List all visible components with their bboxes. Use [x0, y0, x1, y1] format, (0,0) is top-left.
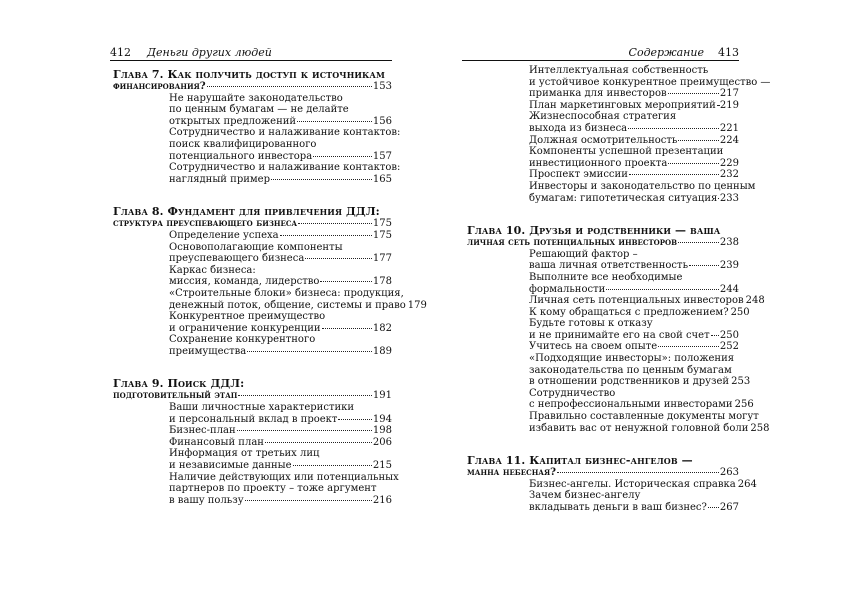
- entry-page-number: 233: [719, 192, 739, 204]
- toc-line: [529, 399, 754, 411]
- entry-text-line: Интеллектуальная собственность: [529, 65, 709, 76]
- entry-page-number: 156: [372, 115, 392, 127]
- dot-leader: [245, 500, 372, 501]
- toc-line: [169, 346, 392, 358]
- dot-leader: [557, 472, 719, 473]
- dot-leader: [668, 93, 719, 94]
- toc-chapter: [113, 205, 427, 357]
- entry-text: и ограничение конкуренции: [169, 322, 321, 334]
- toc-line: [113, 81, 392, 93]
- toc-line: [467, 237, 739, 249]
- entry-text: Проспект эмиссии: [529, 169, 628, 181]
- dot-leader: [207, 86, 372, 87]
- entry-page-number: 153: [372, 81, 392, 92]
- toc-entry: [113, 230, 392, 242]
- toc-line: [169, 276, 392, 288]
- toc-entry: [113, 334, 392, 357]
- entry-text: вкладывать деньги в ваш бизнес?: [529, 502, 707, 513]
- entry-page-number: 198: [372, 425, 392, 437]
- entry-text-line: Сохранение конкурентного: [169, 334, 316, 346]
- toc-entry: [467, 353, 751, 388]
- toc-line: [529, 193, 739, 205]
- toc-line: [169, 425, 392, 437]
- entry-page-number: 252: [719, 341, 739, 353]
- toc-line: [169, 151, 392, 163]
- toc-line: [529, 158, 739, 170]
- entry-text: Личная сеть потенциальных инвесторов: [529, 295, 744, 307]
- entry-page-number: 179: [407, 299, 427, 311]
- entry-text: План маркетинговых мероприятий: [529, 99, 716, 111]
- entry-text: в вашу пользу: [169, 494, 244, 506]
- left-page-number: 412: [110, 46, 131, 59]
- entry-text: формальности: [529, 283, 606, 295]
- toc-entry: [467, 387, 754, 411]
- entry-text: с непрофессиональными инвесторами: [529, 399, 733, 411]
- entry-page-number: 232: [719, 169, 739, 181]
- entry-text-line: «Строительные блоки» бизнеса: продукция,: [169, 287, 404, 299]
- entry-text-line: Наличие действующих или потенциальных: [169, 471, 399, 483]
- entry-text: инвестиционного проекта: [529, 157, 668, 169]
- toc-entry: [467, 272, 739, 295]
- toc-entry: [467, 65, 771, 100]
- entry-text: структура преуспевающего бизнеса: [113, 218, 298, 230]
- toc-chapter-continued: [467, 65, 771, 204]
- entry-text-line: Конкурентное преимущество: [169, 311, 326, 323]
- entry-text: потенциального инвестора: [169, 150, 313, 162]
- dot-leader: [271, 179, 372, 180]
- chapter-title: Глава 9. Поиск ДДЛ:: [113, 377, 245, 391]
- entry-page-number: 219: [719, 99, 739, 111]
- dot-leader: [320, 281, 372, 282]
- entry-text-line: «Подходящие инвесторы»: положения: [529, 353, 735, 365]
- entry-text-line: Компоненты успешной презентации: [529, 146, 724, 158]
- toc-line: [529, 502, 739, 514]
- entry-page-number: 224: [719, 134, 739, 146]
- entry-text-line: Решающий фактор –: [529, 248, 638, 260]
- dot-leader: [322, 328, 372, 329]
- toc-entry: [467, 306, 750, 319]
- dot-leader: [297, 121, 372, 122]
- entry-text: и персональный вклад в проект: [169, 413, 338, 425]
- dot-leader: [668, 163, 719, 164]
- toc-entry: [467, 111, 739, 134]
- entry-text-line: Выполните все необходимые: [529, 271, 683, 283]
- toc-line: [169, 495, 392, 507]
- entry-text: миссия, команда, лидерство: [169, 276, 320, 288]
- toc-line: [529, 260, 739, 272]
- chapter-title: Глава 7. Как получить доступ к источникам: [113, 68, 385, 81]
- toc-line: [467, 467, 739, 479]
- toc-entry: [113, 93, 392, 128]
- dot-leader: [265, 442, 372, 443]
- dot-leader: [313, 156, 372, 157]
- toc-entry: [467, 478, 757, 491]
- dot-leader: [718, 198, 719, 199]
- entry-page-number: 194: [372, 413, 392, 425]
- entry-text: в отношении родственников и друзей: [529, 376, 730, 388]
- entry-text: финансирования?: [113, 81, 206, 92]
- toc-line: [169, 253, 392, 265]
- toc-line: [529, 123, 739, 135]
- entry-text: Определение успеха: [169, 229, 279, 241]
- entry-text-line: Правильно составленные документы могут: [529, 411, 759, 423]
- toc-entry: [467, 135, 739, 147]
- entry-text: личная сеть потенциальных инвесторов: [467, 237, 678, 249]
- dot-leader: [678, 140, 719, 141]
- entry-page-number: 256: [734, 399, 754, 411]
- entry-page-number: 157: [372, 150, 392, 162]
- toc-line: [169, 414, 392, 426]
- entry-page-number: 189: [372, 345, 392, 357]
- toc-entry: [113, 242, 392, 265]
- entry-page-number: 267: [719, 502, 739, 513]
- toc-entry: [113, 311, 392, 334]
- toc-line: [169, 460, 392, 472]
- entry-text-line: Инвесторы и законодательство по ценным: [529, 180, 756, 192]
- dot-leader: [658, 346, 719, 347]
- entry-text: ваша личная ответственность: [529, 260, 689, 272]
- toc-entry: [113, 448, 392, 471]
- toc-chapter: [113, 68, 401, 185]
- left-running-title: Деньги других людей: [147, 46, 272, 59]
- dot-leader: [708, 507, 719, 508]
- right-page-number: 413: [718, 46, 739, 59]
- entry-text-line: Сотрудничество и налаживание контактов:: [169, 162, 401, 174]
- entry-page-number: 253: [731, 376, 751, 388]
- left-page-header: [110, 44, 392, 61]
- toc-line: [529, 330, 739, 342]
- entry-text-line: Основополагающие компоненты: [169, 241, 343, 253]
- entry-text-line: Ваши личностные характеристики: [169, 402, 355, 414]
- dot-leader: [293, 465, 372, 466]
- entry-text: К кому обращаться с предложением?: [529, 306, 729, 318]
- entry-text: и независимые данные: [169, 460, 292, 472]
- dot-leader: [238, 395, 371, 396]
- toc-line: [529, 135, 739, 147]
- entry-page-number: 191: [372, 390, 392, 402]
- entry-page-number: 177: [372, 253, 392, 265]
- toc-entry: [467, 100, 739, 112]
- entry-text: денежный поток, общение, системы и право: [169, 299, 406, 311]
- entry-text-line: Жизнеспособная стратегия: [529, 111, 677, 123]
- toc-entry: [467, 169, 739, 181]
- toc-line: [529, 341, 739, 353]
- toc-line: [113, 390, 392, 402]
- toc-entry: [113, 425, 392, 437]
- dot-leader: [711, 335, 719, 336]
- toc-line: [529, 478, 757, 491]
- right-toc: [467, 65, 771, 514]
- entry-text-line: Сотрудничество и налаживание контактов:: [169, 127, 401, 139]
- entry-text: открытых предложений: [169, 115, 297, 127]
- entry-page-number: 238: [719, 237, 739, 249]
- toc-entry: [113, 127, 401, 162]
- entry-page-number: 239: [719, 260, 739, 272]
- entry-page-number: 221: [719, 122, 739, 134]
- dot-leader: [247, 351, 372, 352]
- toc-entry: [113, 265, 392, 288]
- entry-page-number: 178: [372, 276, 392, 288]
- entry-text-line: и устойчивое конкурентное преимущество —: [529, 76, 771, 88]
- dot-leader: [717, 105, 719, 106]
- toc-line: [169, 230, 392, 242]
- right-page: [421, 0, 842, 595]
- toc-line: [169, 116, 392, 128]
- chapter-title: Глава 8. Фундамент для привлечения ДДЛ:: [113, 205, 380, 219]
- entry-text: бумагам: гипотетическая ситуация: [529, 192, 718, 204]
- entry-page-number: 250: [730, 306, 750, 318]
- chapter-title: Глава 11. Капитал бизнес-ангелов —: [467, 454, 693, 468]
- toc-line: [169, 323, 392, 335]
- dot-leader: [298, 223, 372, 224]
- right-page-header: [462, 44, 739, 61]
- left-toc: [113, 68, 427, 506]
- entry-text: избавить вас от ненужной головной боли: [529, 422, 749, 434]
- toc-entry: [113, 402, 392, 425]
- entry-page-number: 258: [750, 422, 770, 434]
- entry-page-number: 248: [745, 295, 765, 307]
- toc-chapter: [113, 377, 399, 506]
- entry-page-number: 175: [372, 218, 392, 230]
- entry-text: Бизнес-ангелы. Историческая справка: [529, 478, 736, 490]
- toc-line: [529, 284, 739, 296]
- entry-text-line: Будьте готовы к отказу: [529, 318, 653, 330]
- toc-line: [169, 437, 392, 449]
- entry-text: манна небесная?: [467, 467, 557, 479]
- toc-line: [529, 88, 739, 100]
- entry-text: преуспевающего бизнеса: [169, 253, 305, 265]
- chapter-title: Глава 10. Друзья и родственники — ваша: [467, 224, 721, 238]
- dot-leader: [606, 289, 719, 290]
- toc-entry: [113, 287, 427, 311]
- toc-line: [169, 299, 427, 312]
- dot-leader: [338, 419, 371, 420]
- toc-line: [169, 174, 392, 186]
- right-running-title: Содержание: [628, 46, 704, 59]
- dot-leader: [280, 235, 372, 236]
- entry-text: Финансовый план: [169, 436, 264, 448]
- dot-leader: [678, 242, 719, 243]
- toc-line: [529, 376, 751, 388]
- toc-entry: [467, 411, 770, 434]
- entry-text: преимущества: [169, 345, 247, 357]
- entry-page-number: 244: [719, 283, 739, 295]
- toc-entry: [467, 490, 739, 513]
- entry-page-number: 175: [372, 229, 392, 241]
- toc-line: [529, 422, 770, 435]
- toc-entry: [113, 437, 392, 449]
- entry-text-line: по ценным бумагам — не делайте: [169, 104, 349, 116]
- entry-text-line: Каркас бизнеса:: [169, 264, 256, 276]
- entry-text: приманка для инвесторов: [529, 88, 667, 100]
- entry-page-number: 165: [372, 173, 392, 185]
- entry-text-line: Сотрудничество: [529, 387, 616, 399]
- dot-leader: [305, 258, 372, 259]
- entry-page-number: 264: [737, 478, 757, 490]
- toc-entry: [113, 162, 401, 185]
- entry-text: Бизнес-план: [169, 425, 236, 437]
- entry-text-line: Не нарушайте законодательство: [169, 92, 343, 104]
- toc-entry: [113, 471, 399, 507]
- toc-entry: [467, 341, 739, 353]
- entry-text: наглядный пример: [169, 173, 270, 185]
- toc-line: [529, 100, 739, 112]
- toc-entry: [467, 295, 765, 307]
- toc-entry: [467, 146, 739, 169]
- entry-text: Должная осмотрительность: [529, 134, 678, 146]
- toc-chapter: [467, 454, 757, 513]
- toc-entry: [467, 318, 739, 341]
- toc-line: [113, 218, 392, 230]
- entry-text-line: Информация от третьих лиц: [169, 448, 320, 460]
- toc-entry: [467, 180, 756, 204]
- entry-text: и не принимайте его на свой счет: [529, 329, 710, 341]
- entry-page-number: 229: [719, 157, 739, 169]
- dot-leader: [628, 128, 719, 129]
- entry-text: подготовительный этап: [113, 390, 238, 402]
- entry-page-number: 206: [372, 436, 392, 448]
- entry-text-line: Зачем бизнес-ангелу: [529, 490, 641, 502]
- dot-leader: [629, 174, 719, 175]
- toc-line: [529, 169, 739, 181]
- toc-line: [529, 306, 750, 319]
- entry-page-number: 263: [719, 467, 739, 479]
- entry-text: выхода из бизнеса: [529, 122, 628, 134]
- entry-text-line: законодательства по ценным бумагам: [529, 364, 732, 376]
- entry-page-number: 182: [372, 322, 392, 334]
- dot-leader: [689, 265, 719, 266]
- entry-text-line: поиск квалифицированного: [169, 138, 317, 150]
- entry-page-number: 217: [719, 88, 739, 100]
- entry-text: Учитесь на своем опыте: [529, 341, 658, 353]
- toc-entry: [467, 249, 739, 272]
- entry-page-number: 250: [719, 329, 739, 341]
- toc-line: [529, 295, 765, 307]
- entry-text-line: партнеров по проекту – тоже аргумент: [169, 483, 377, 495]
- entry-page-number: 216: [372, 494, 392, 506]
- toc-chapter: [467, 224, 770, 434]
- entry-page-number: 215: [372, 460, 392, 472]
- dot-leader: [237, 430, 372, 431]
